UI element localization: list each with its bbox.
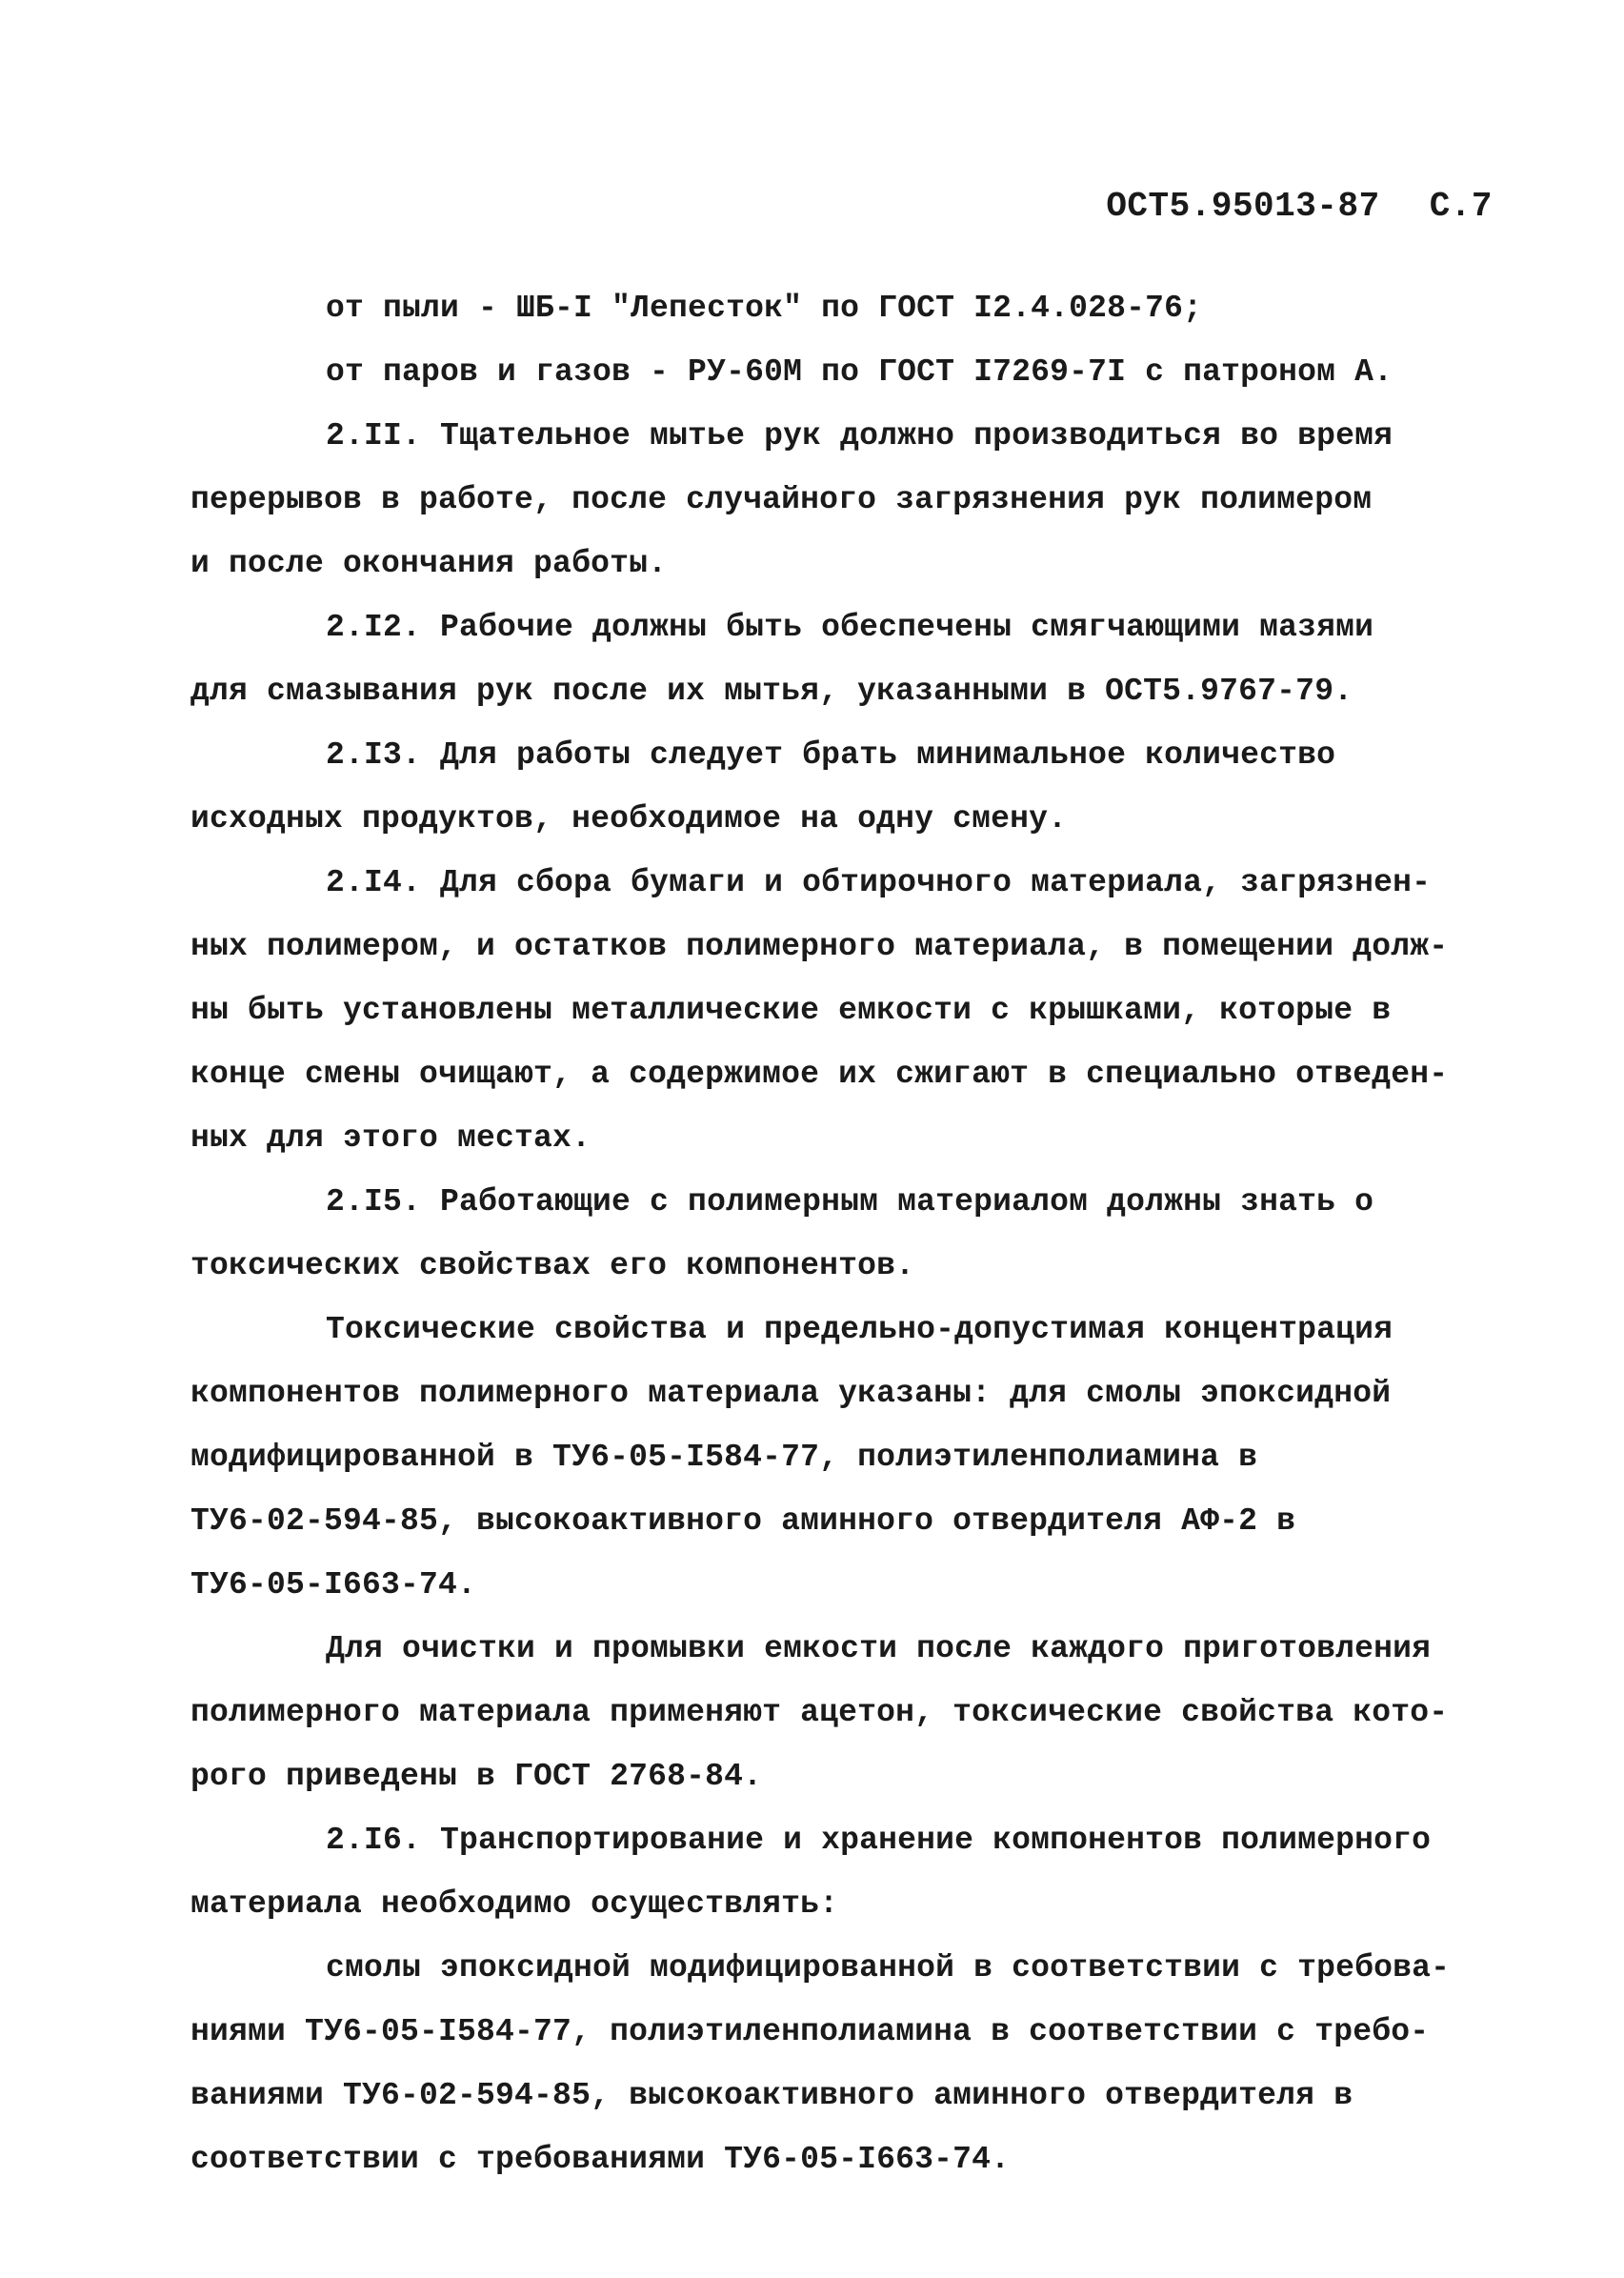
text-line: модифицированной в ТУ6-05-I584-77, полиэтиленполиамина в [190, 1440, 1258, 1475]
text-line: токсических свойствах его компонентов. [190, 1248, 915, 1283]
text-line: Для очистки и промывки емкости после каждого приготовления [326, 1631, 1432, 1666]
text-line: компонентов полимерного материала указаны: для смолы эпоксидной [190, 1376, 1392, 1411]
text-line: перерывов в работе, после случайного загрязнения рук полимером [190, 482, 1373, 517]
text-line: конце смены очищают, а содержимое их сжигают в специально отведен- [190, 1057, 1449, 1092]
text-line: от пыли - ШБ-I "Лепесток" по ГОСТ I2.4.028-76; [326, 291, 1203, 326]
text-line: ны быть установлены металлические емкости с крышками, которые в [190, 993, 1392, 1028]
page-header [1106, 187, 1493, 226]
text-line: Токсические свойства и предельно-допустимая концентрация [326, 1312, 1393, 1347]
text-line: смолы эпоксидной модифицированной в соответствии с требова- [326, 1950, 1451, 1986]
text-line: для смазывания рук после их мытья, указанными в ОСТ5.9767-79. [190, 674, 1353, 709]
text-line: от паров и газов - РУ-60М по ГОСТ I7269-7I с патроном А. [326, 354, 1393, 390]
text-line: рого приведены в ГОСТ 2768-84. [190, 1759, 763, 1794]
text-line: 2.I6. Транспортирование и хранение компонентов полимерного [326, 1823, 1432, 1858]
text-line: полимерного материала применяют ацетон, токсические свойства кото- [190, 1695, 1449, 1730]
text-line: 2.I5. Работающие с полимерным материалом должны знать о [326, 1184, 1374, 1220]
text-line: и после окончания работы. [190, 546, 668, 581]
text-line: ниями ТУ6-05-I584-77, полиэтиленполиамина в соответствии с требо- [190, 2014, 1430, 2049]
text-line: ных для этого местах. [190, 1120, 591, 1156]
page-number: С.7 [1429, 187, 1493, 226]
text-line: 2.I4. Для сбора бумаги и обтирочного материала, загрязнен- [326, 865, 1432, 900]
text-line: 2.I3. Для работы следует брать минимальное количество [326, 737, 1336, 773]
text-line: материала необходимо осуществлять: [190, 1886, 839, 1922]
text-line: исходных продуктов, необходимое на одну смену. [190, 801, 1068, 837]
text-line: ТУ6-02-594-85, высокоактивного аминного отвердителя АФ-2 в [190, 1503, 1296, 1539]
text-line: ваниями ТУ6-02-594-85, высокоактивного аминного отвердителя в [190, 2078, 1353, 2113]
document-code: ОСТ5.95013-87 [1106, 187, 1380, 226]
text-line: 2.I2. Рабочие должны быть обеспечены смягчающими мазями [326, 610, 1374, 645]
body-text [190, 276, 1486, 2191]
text-line: ных полимером, и остатков полимерного материала, в помещении долж- [190, 929, 1449, 964]
text-line: соответствии с требованиями ТУ6-05-I663-74. [190, 2142, 1011, 2177]
text-line: ТУ6-05-I663-74. [190, 1567, 477, 1603]
text-line: 2.II. Тщательное мытье рук должно производиться во время [326, 418, 1393, 454]
